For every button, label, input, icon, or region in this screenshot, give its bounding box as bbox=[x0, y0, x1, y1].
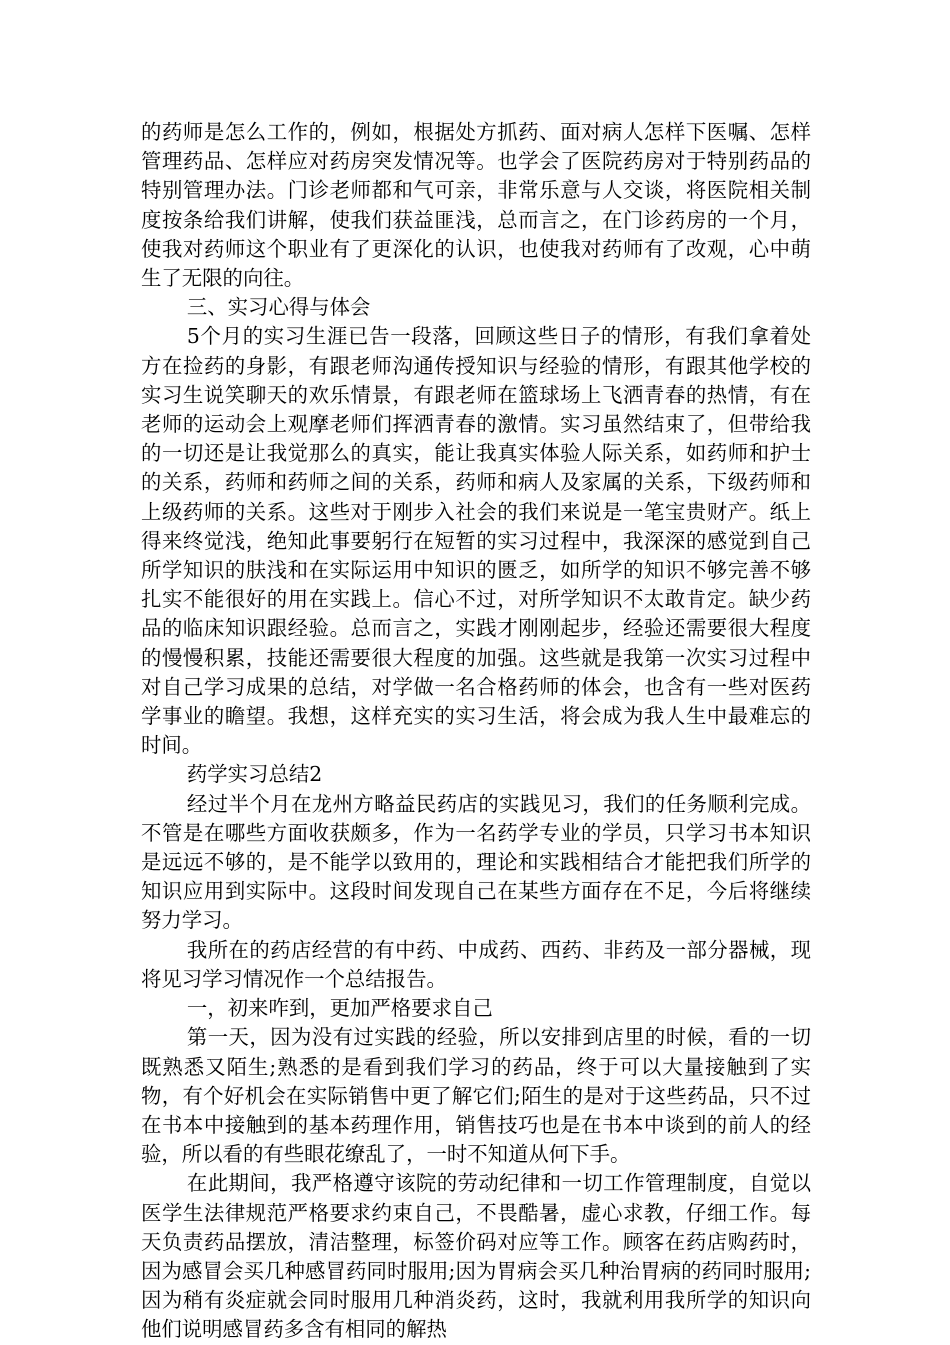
paragraph-store-products: 我所在的药店经营的有中药、中成药、西药、非药及一部分器械，现将见习学习情况作一个总结报告。 bbox=[141, 937, 811, 991]
section-heading-first-arrival: 一，初来咋到，更加严格要求自己 bbox=[186, 996, 493, 1021]
paragraph-work-discipline: 在此期间，我严格遵守该院的劳动纪律和一切工作管理制度，自觉以医学生法律规范严格要求约束自己，不畏酷暑，虚心求教，仔细工作。每天负责药品摆放，清洁整理，标签价码对应等工作。顾客在药店购药时，因为感冒会买几种感冒药同时服用;因为胃病会买几种治胃病的药同时服用;因为稍有炎症就会同时服用几种消炎药，这时，我就利用我所学的知识向他们说明感冒药多含有相同的解热 bbox=[141, 1171, 811, 1342]
paragraph-first-day: 第一天，因为没有过实践的经验，所以安排到店里的时候，看的一切既熟悉又陌生;熟悉的是看到我们学习的药品，终于可以大量接触到了实物，有个好机会在实际销售中更了解它们;陌生的是对于这些药品，只不过在书本中接触到的基本药理作用，销售技巧也是在书本中谈到的前人的经验，所以看的有些眼花缭乱了，一时不知道从何下手。 bbox=[141, 1025, 811, 1167]
paragraph-pharmacist-work: 的药师是怎么工作的，例如，根据处方抓药、面对病人怎样下医嘱、怎样管理药品、怎样应对药房突发情况等。也学会了医院药房对于特别药品的特别管理办法。门诊老师都和气可亲，非常乐意与人交谈，将医院相关制度按条给我们讲解，使我们获益匪浅，总而言之，在门诊药房的一个月，使我对药师这个职业有了更深化的认识，也使我对药师有了改观，心中萌生了无限的向往。 bbox=[141, 120, 811, 291]
document-page bbox=[141, 118, 811, 1345]
section-heading-summary-2: 药学实习总结2 bbox=[186, 762, 323, 787]
section-heading-internship-reflections: 三、实习心得与体会 bbox=[186, 295, 371, 320]
paragraph-pharmacy-practice: 经过半个月在龙州方略益民药店的实践见习，我们的任务顺利完成。不管是在哪些方面收获颇多，作为一名药学专业的学员，只学习书本知识是远远不够的，是不能学以致用的，理论和实践相结合才能把我们所学的知识应用到实际中。这段时间发现自己在某些方面存在不足，今后将继续努力学习。 bbox=[141, 791, 811, 933]
paragraph-internship-summary: 5个月的实习生涯已告一段落，回顾这些日子的情形，有我们拿着处方在捡药的身影，有跟老师沟通传授知识与经验的情形，有跟其他学校的实习生说笑聊天的欢乐情景，有跟老师在篮球场上飞洒青春的热情，有在老师的运动会上观摩老师们挥洒青春的激情。实习虽然结束了，但带给我的一切还是让我觉那么的真实，能让我真实体验人际关系，如药师和护士的关系，药师和药师之间的关系，药师和病人及家属的关系，下级药师和上级药师的关系。这些对于刚步入社会的我们来说是一笔宝贵财产。纸上得来终觉浅，绝知此事要躬行在短暂的实习过程中，我深深的感觉到自己所学知识的肤浅和在实际运用中知识的匮乏，如所学的知识不够完善不够扎实不能很好的用在实践上。信心不过，对所学知识不太敢肯定。缺少药品的临床知识跟经验。总而言之，实践才刚刚起步，经验还需要很大程度的慢慢积累，技能还需要很大程度的加强。这些就是我第一次实习过程中对自己学习成果的总结，对学做一名合格药师的体会，也含有一些对医药学事业的瞻望。我想，这样充实的实习生活，将会成为我人生中最难忘的时间。 bbox=[141, 324, 811, 758]
